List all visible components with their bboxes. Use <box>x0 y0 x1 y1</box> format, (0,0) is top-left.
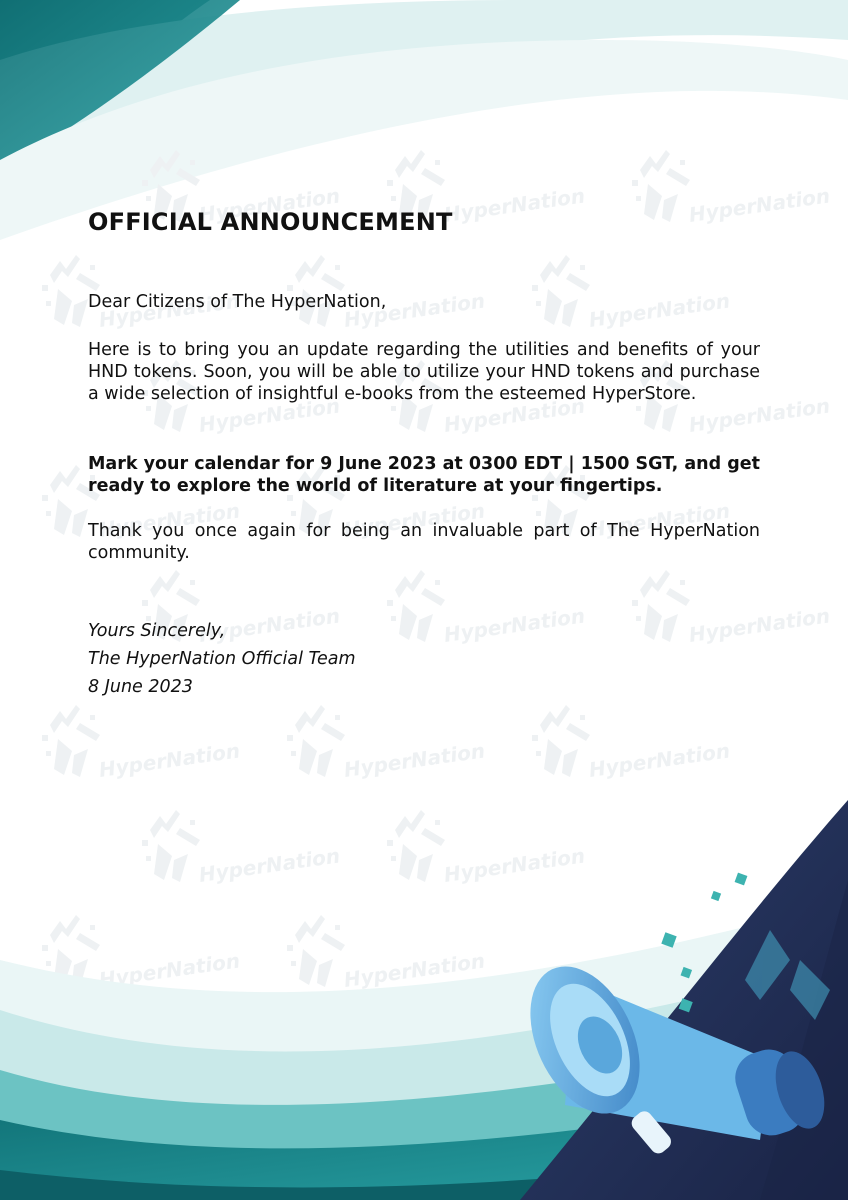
body-paragraph-thanks: Thank you once again for being an invaluable part of The HyperNation community. <box>88 521 760 563</box>
closing: Yours Sincerely, <box>88 621 226 641</box>
letter-date: 8 June 2023 <box>88 677 193 697</box>
announcement-title: OFFICIAL ANNOUNCEMENT <box>88 208 453 236</box>
signature: The HyperNation Official Team <box>88 649 356 669</box>
body-paragraph-utilities: Here is to bring you an update regarding the utilities and benefits of your HND tokens. Soon, you will be able to utilize your HND tokens and purchase a wide selection of insightful e-books from the esteemed HyperStore. <box>88 340 760 404</box>
greeting: Dear Citizens of The HyperNation, <box>88 292 387 312</box>
body-paragraph-date-highlight: Mark your calendar for 9 June 2023 at 0300 EDT | 1500 SGT, and get ready to explore the world of literature at your fingertips. <box>88 454 760 496</box>
signature-block <box>88 617 760 701</box>
